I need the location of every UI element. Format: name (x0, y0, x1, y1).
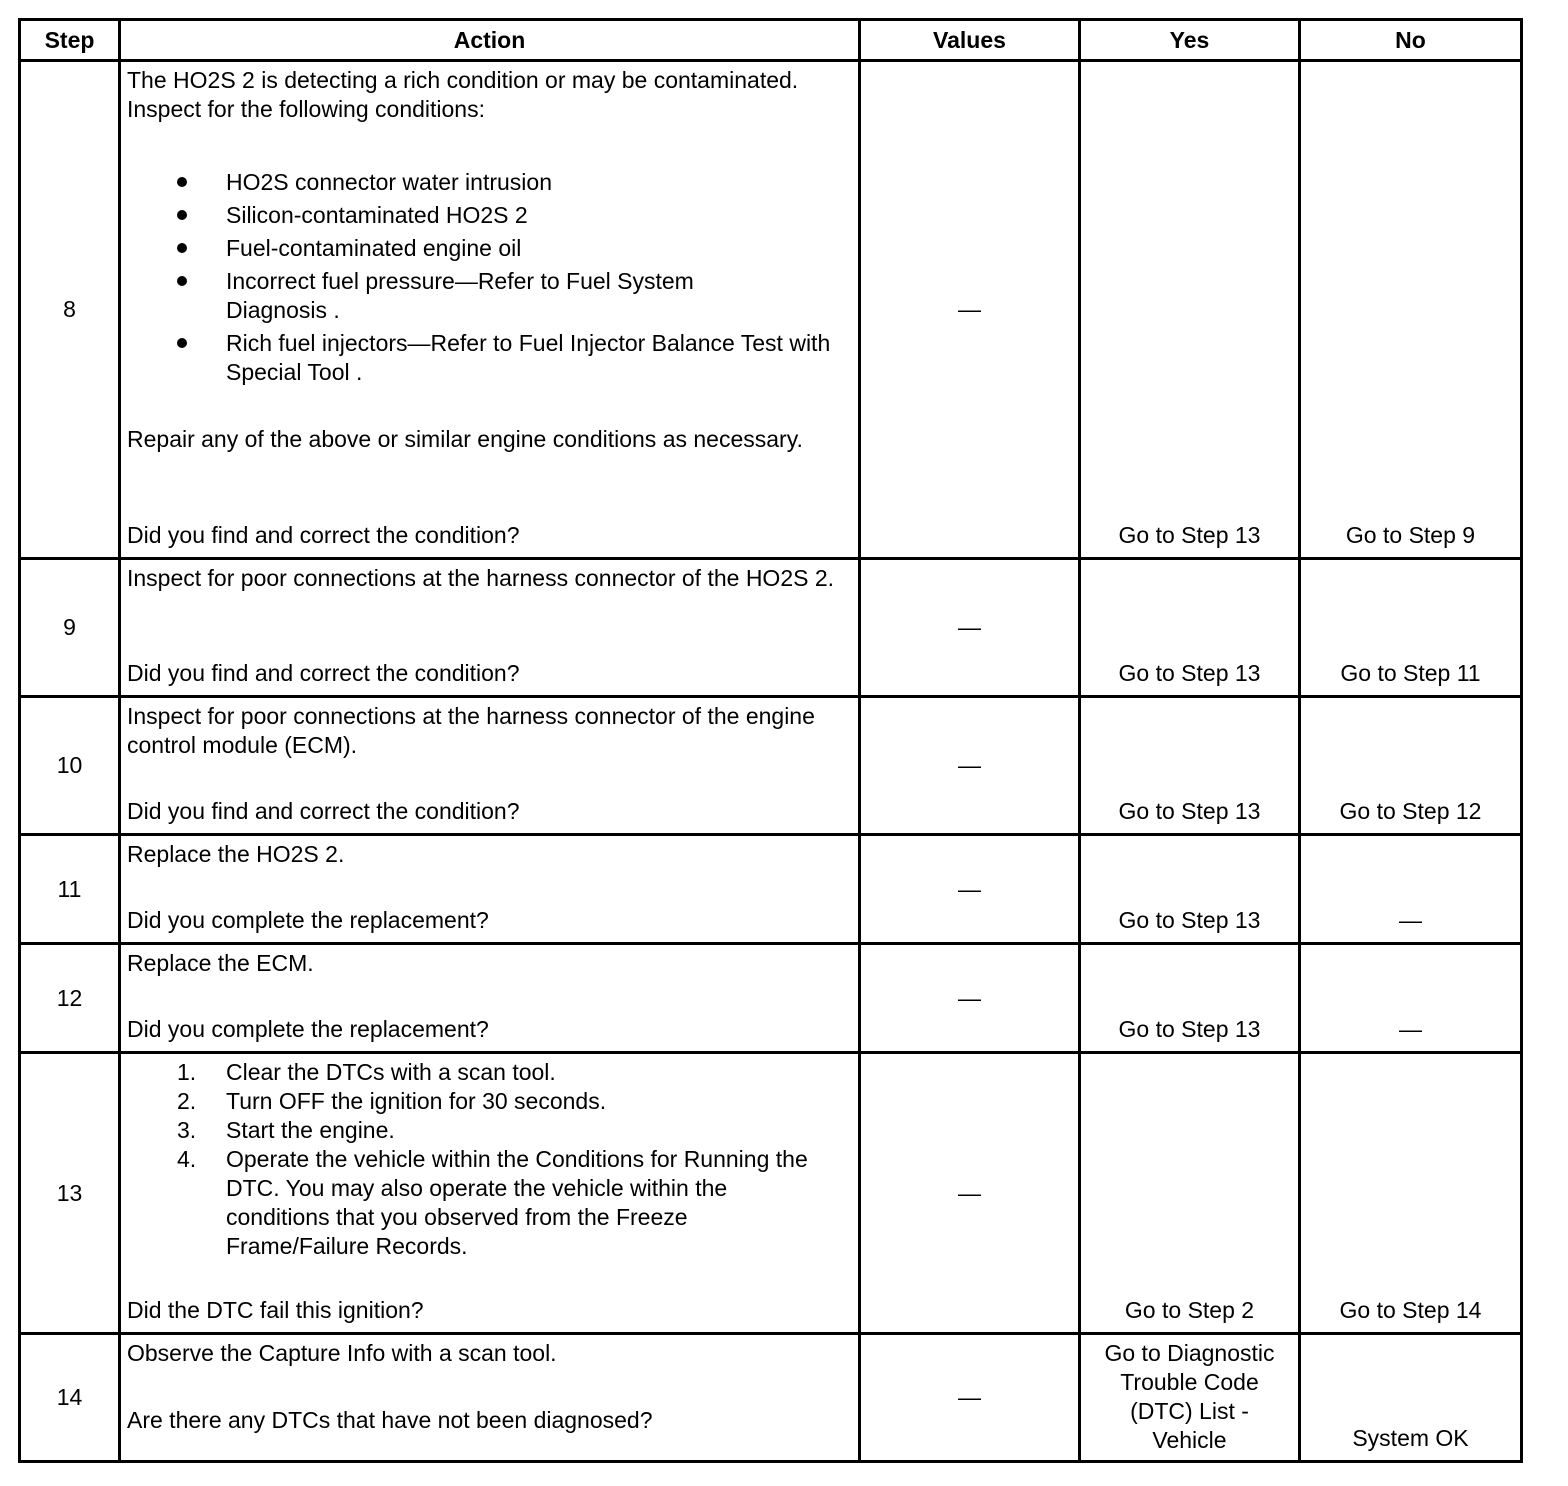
action-question: Did you find and correct the condition? (127, 660, 520, 686)
list-item: Rich fuel injectors—Refer to Fuel Injector Balance Test with Special Tool . (127, 329, 850, 387)
table-row (20, 559, 1522, 697)
step-number: 12 (20, 944, 120, 1053)
action-cell (120, 835, 860, 944)
action-cell (120, 1053, 860, 1334)
values-cell: — (860, 944, 1080, 1053)
no-cell: Go to Step 12 (1300, 697, 1522, 835)
action-cell (120, 1334, 860, 1462)
table-row (20, 1334, 1522, 1462)
yes-cell: Go to Step 13 (1080, 559, 1300, 697)
yes-cell: Go to Step 13 (1080, 944, 1300, 1053)
action-cell (120, 61, 860, 559)
step-number: 10 (20, 697, 120, 835)
yes-cell: Go to Step 13 (1080, 61, 1300, 559)
list-item: HO2S connector water intrusion (127, 168, 850, 197)
action-question: Did you find and correct the condition? (127, 522, 520, 548)
list-item: 2. Turn OFF the ignition for 30 seconds. (177, 1088, 607, 1114)
header-no: No (1300, 20, 1522, 61)
yes-cell: Go to Step 2 (1080, 1053, 1300, 1334)
action-outro: Repair any of the above or similar engine conditions as necessary. (127, 426, 803, 452)
values-cell: — (860, 697, 1080, 835)
action-intro: The HO2S 2 is detecting a rich condition or may be contaminated. Inspect for the following conditions: (127, 67, 799, 122)
action-question: Are there any DTCs that have not been diagnosed? (127, 1407, 653, 1433)
step-number: 8 (20, 61, 120, 559)
step-number: 9 (20, 559, 120, 697)
table-row (20, 835, 1522, 944)
values-cell: — (860, 835, 1080, 944)
action-intro: Replace the ECM. (127, 950, 314, 976)
no-cell: System OK (1300, 1334, 1522, 1462)
bullet-icon (177, 210, 187, 220)
list-item: Fuel-contaminated engine oil (127, 234, 850, 263)
list-item: Incorrect fuel pressure—Refer to Fuel System Diagnosis . (127, 267, 850, 325)
no-cell: — (1300, 944, 1522, 1053)
procedure-list (127, 1058, 850, 1261)
bullet-icon (177, 243, 187, 253)
yes-cell: Go to Step 13 (1080, 835, 1300, 944)
action-question: Did you find and correct the condition? (127, 798, 520, 824)
list-item: 3. Start the engine. (177, 1117, 395, 1143)
yes-cell: Go to Step 13 (1080, 697, 1300, 835)
action-intro: Replace the HO2S 2. (127, 841, 345, 867)
no-cell: — (1300, 835, 1522, 944)
header-action: Action (120, 20, 860, 61)
action-intro: Observe the Capture Info with a scan tool. (127, 1340, 557, 1366)
action-cell (120, 944, 860, 1053)
table-row (20, 697, 1522, 835)
action-intro: Inspect for poor connections at the harness connector of the HO2S 2. (127, 565, 835, 591)
step-number: 13 (20, 1053, 120, 1334)
values-cell: — (860, 1334, 1080, 1462)
no-cell: Go to Step 14 (1300, 1053, 1522, 1334)
step-number: 11 (20, 835, 120, 944)
header-values: Values (860, 20, 1080, 61)
no-cell: Go to Step 11 (1300, 559, 1522, 697)
action-cell (120, 697, 860, 835)
action-question: Did you complete the replacement? (127, 1016, 489, 1042)
step-number: 14 (20, 1334, 120, 1462)
values-cell: — (860, 1053, 1080, 1334)
yes-cell: Go to Diagnostic Trouble Code (DTC) List - Vehicle (1080, 1334, 1300, 1462)
list-item: 1. Clear the DTCs with a scan tool. (177, 1059, 556, 1085)
action-cell (120, 559, 860, 697)
diagnostic-table (18, 18, 1523, 1463)
header-yes: Yes (1080, 20, 1300, 61)
action-question: Did the DTC fail this ignition? (127, 1297, 424, 1323)
table-row (20, 944, 1522, 1053)
values-cell: — (860, 559, 1080, 697)
table-row (20, 1053, 1522, 1334)
bullet-icon (177, 276, 187, 286)
values-cell: — (860, 61, 1080, 559)
header-step: Step (20, 20, 120, 61)
table-row (20, 61, 1522, 559)
bullet-icon (177, 177, 187, 187)
list-item: 4. Operate the vehicle within the Conditions for Running the DTC. You may also operate the vehicle within the conditions that you observed from the Freeze Frame/Failure Records. (177, 1146, 808, 1259)
header-row (20, 20, 1522, 61)
action-intro: Inspect for poor connections at the harness connector of the engine control module (ECM). (127, 703, 815, 758)
no-cell: Go to Step 9 (1300, 61, 1522, 559)
action-question: Did you complete the replacement? (127, 907, 489, 933)
bullet-icon (177, 338, 187, 348)
list-item: Silicon-contaminated HO2S 2 (127, 201, 850, 230)
condition-list (127, 168, 850, 387)
